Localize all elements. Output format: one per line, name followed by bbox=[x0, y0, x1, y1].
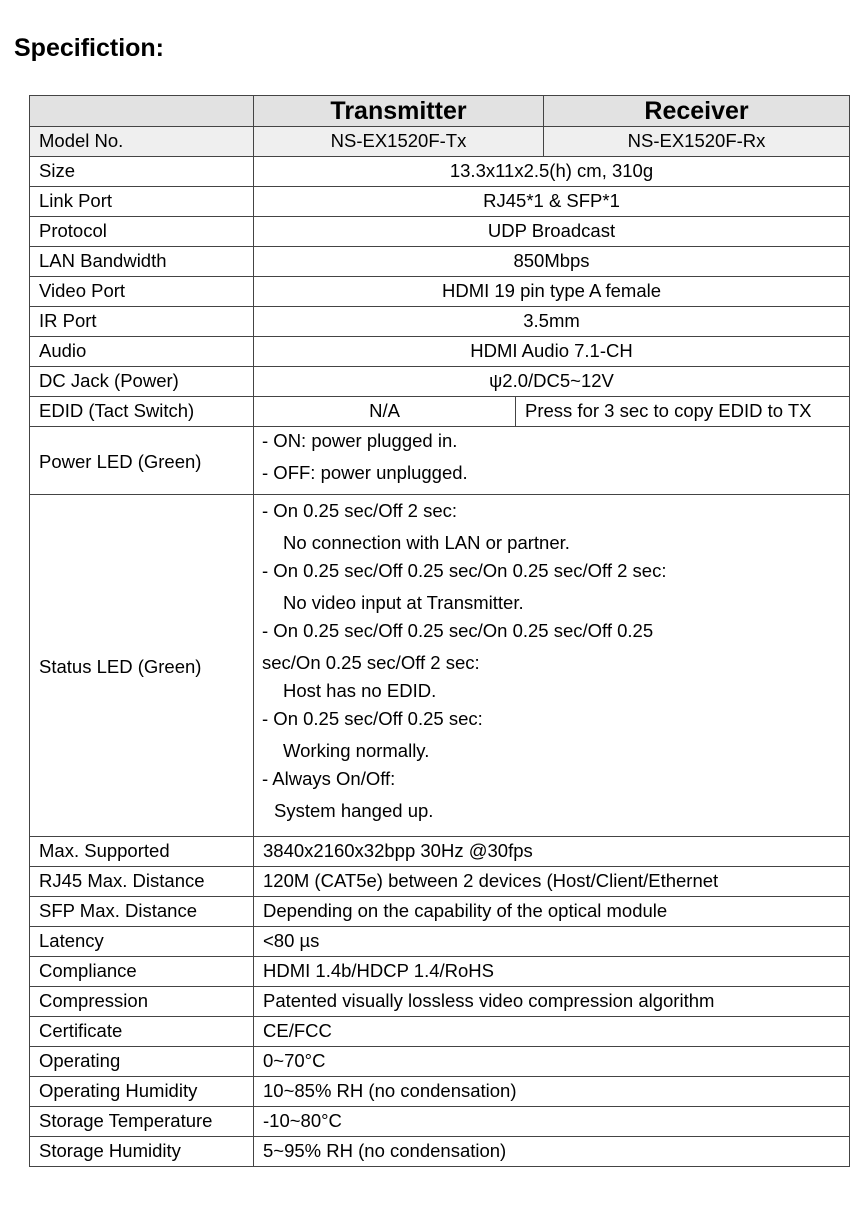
row-label: Max. Supported bbox=[30, 837, 254, 867]
led-line: - On 0.25 sec/Off 0.25 sec/On 0.25 sec/Off 0.25 bbox=[262, 620, 654, 641]
row-label: Certificate bbox=[30, 1017, 254, 1047]
row-label: DC Jack (Power) bbox=[30, 367, 254, 397]
row-value: 0~70°C bbox=[254, 1047, 850, 1077]
row-label: EDID (Tact Switch) bbox=[30, 397, 254, 427]
row-label: Audio bbox=[30, 337, 254, 367]
led-line: sec/On 0.25 sec/Off 2 sec: bbox=[262, 652, 480, 673]
row-value: 5~95% RH (no condensation) bbox=[254, 1137, 850, 1167]
row-label: Compliance bbox=[30, 957, 254, 987]
row-label: Compression bbox=[30, 987, 254, 1017]
table-header-row bbox=[30, 96, 850, 127]
model-rx-value: NS-EX1520F-Rx bbox=[544, 127, 850, 157]
led-line: - Always On/Off: bbox=[262, 768, 396, 789]
table-row bbox=[30, 367, 850, 397]
edid-row bbox=[30, 397, 850, 427]
table-row bbox=[30, 897, 850, 927]
specification-table bbox=[29, 95, 850, 1167]
row-value: CE/FCC bbox=[254, 1017, 850, 1047]
table-row bbox=[30, 247, 850, 277]
row-value: -10~80°C bbox=[254, 1107, 850, 1137]
row-value: UDP Broadcast bbox=[254, 217, 850, 247]
table-row bbox=[30, 1017, 850, 1047]
edid-rx-value: Press for 3 sec to copy EDID to TX bbox=[516, 397, 850, 427]
row-label: Operating bbox=[30, 1047, 254, 1077]
led-line: Host has no EDID. bbox=[283, 680, 437, 701]
row-label: Protocol bbox=[30, 217, 254, 247]
row-label: Status LED (Green) bbox=[30, 495, 254, 837]
led-line: - On 0.25 sec/Off 2 sec: bbox=[262, 500, 458, 521]
header-transmitter: Transmitter bbox=[254, 96, 544, 127]
row-label: Operating Humidity bbox=[30, 1077, 254, 1107]
row-label: Storage Temperature bbox=[30, 1107, 254, 1137]
model-tx-value: NS-EX1520F-Tx bbox=[254, 127, 544, 157]
led-line: No video input at Transmitter. bbox=[283, 592, 524, 613]
row-label: IR Port bbox=[30, 307, 254, 337]
table-row bbox=[30, 217, 850, 247]
led-line: - On 0.25 sec/Off 0.25 sec: bbox=[262, 708, 483, 729]
table-row bbox=[30, 1077, 850, 1107]
page-title: Specifiction: bbox=[14, 34, 165, 62]
table-row bbox=[30, 837, 850, 867]
table-row bbox=[30, 957, 850, 987]
row-value: 3.5mm bbox=[254, 307, 850, 337]
led-line: - OFF: power unplugged. bbox=[262, 462, 468, 483]
row-value: Patented visually lossless video compression algorithm bbox=[254, 987, 850, 1017]
table-row bbox=[30, 307, 850, 337]
power-led-row bbox=[30, 427, 850, 495]
led-line: No connection with LAN or partner. bbox=[283, 532, 570, 553]
row-value: 850Mbps bbox=[254, 247, 850, 277]
row-value: Depending on the capability of the optical module bbox=[254, 897, 850, 927]
header-receiver: Receiver bbox=[544, 96, 850, 127]
row-label: Size bbox=[30, 157, 254, 187]
row-label: LAN Bandwidth bbox=[30, 247, 254, 277]
row-label: SFP Max. Distance bbox=[30, 897, 254, 927]
row-label: Power LED (Green) bbox=[30, 427, 254, 495]
row-label: RJ45 Max. Distance bbox=[30, 867, 254, 897]
led-line: - On 0.25 sec/Off 0.25 sec/On 0.25 sec/Off 2 sec: bbox=[262, 560, 667, 581]
row-value: <80 µs bbox=[254, 927, 850, 957]
table-row bbox=[30, 987, 850, 1017]
led-line: - ON: power plugged in. bbox=[262, 430, 458, 451]
power-led-description bbox=[254, 427, 850, 495]
row-value: HDMI 19 pin type A female bbox=[254, 277, 850, 307]
led-line: Working normally. bbox=[283, 740, 430, 761]
row-value: HDMI 1.4b/HDCP 1.4/RoHS bbox=[254, 957, 850, 987]
table-row bbox=[30, 867, 850, 897]
row-label: Model No. bbox=[30, 127, 254, 157]
row-value: RJ45*1 & SFP*1 bbox=[254, 187, 850, 217]
status-led-description bbox=[254, 495, 850, 837]
row-value: HDMI Audio 7.1-CH bbox=[254, 337, 850, 367]
table-row bbox=[30, 187, 850, 217]
row-value: 10~85% RH (no condensation) bbox=[254, 1077, 850, 1107]
table-row bbox=[30, 277, 850, 307]
led-line: System hanged up. bbox=[274, 800, 434, 821]
row-value: 120M (CAT5e) between 2 devices (Host/Client/Ethernet bbox=[254, 867, 850, 897]
row-label: Video Port bbox=[30, 277, 254, 307]
row-value: 13.3x11x2.5(h) cm, 310g bbox=[254, 157, 850, 187]
table-row bbox=[30, 157, 850, 187]
row-label: Link Port bbox=[30, 187, 254, 217]
model-row bbox=[30, 127, 850, 157]
header-blank-cell bbox=[30, 96, 254, 127]
status-led-row bbox=[30, 495, 850, 837]
row-label: Latency bbox=[30, 927, 254, 957]
table-row bbox=[30, 1047, 850, 1077]
edid-tx-value: N/A bbox=[254, 397, 516, 427]
table-row bbox=[30, 337, 850, 367]
row-value: 3840x2160x32bpp 30Hz @30fps bbox=[254, 837, 850, 867]
row-value: ψ2.0/DC5~12V bbox=[254, 367, 850, 397]
row-label: Storage Humidity bbox=[30, 1137, 254, 1167]
table-row bbox=[30, 1137, 850, 1167]
table-row bbox=[30, 927, 850, 957]
table-row bbox=[30, 1107, 850, 1137]
